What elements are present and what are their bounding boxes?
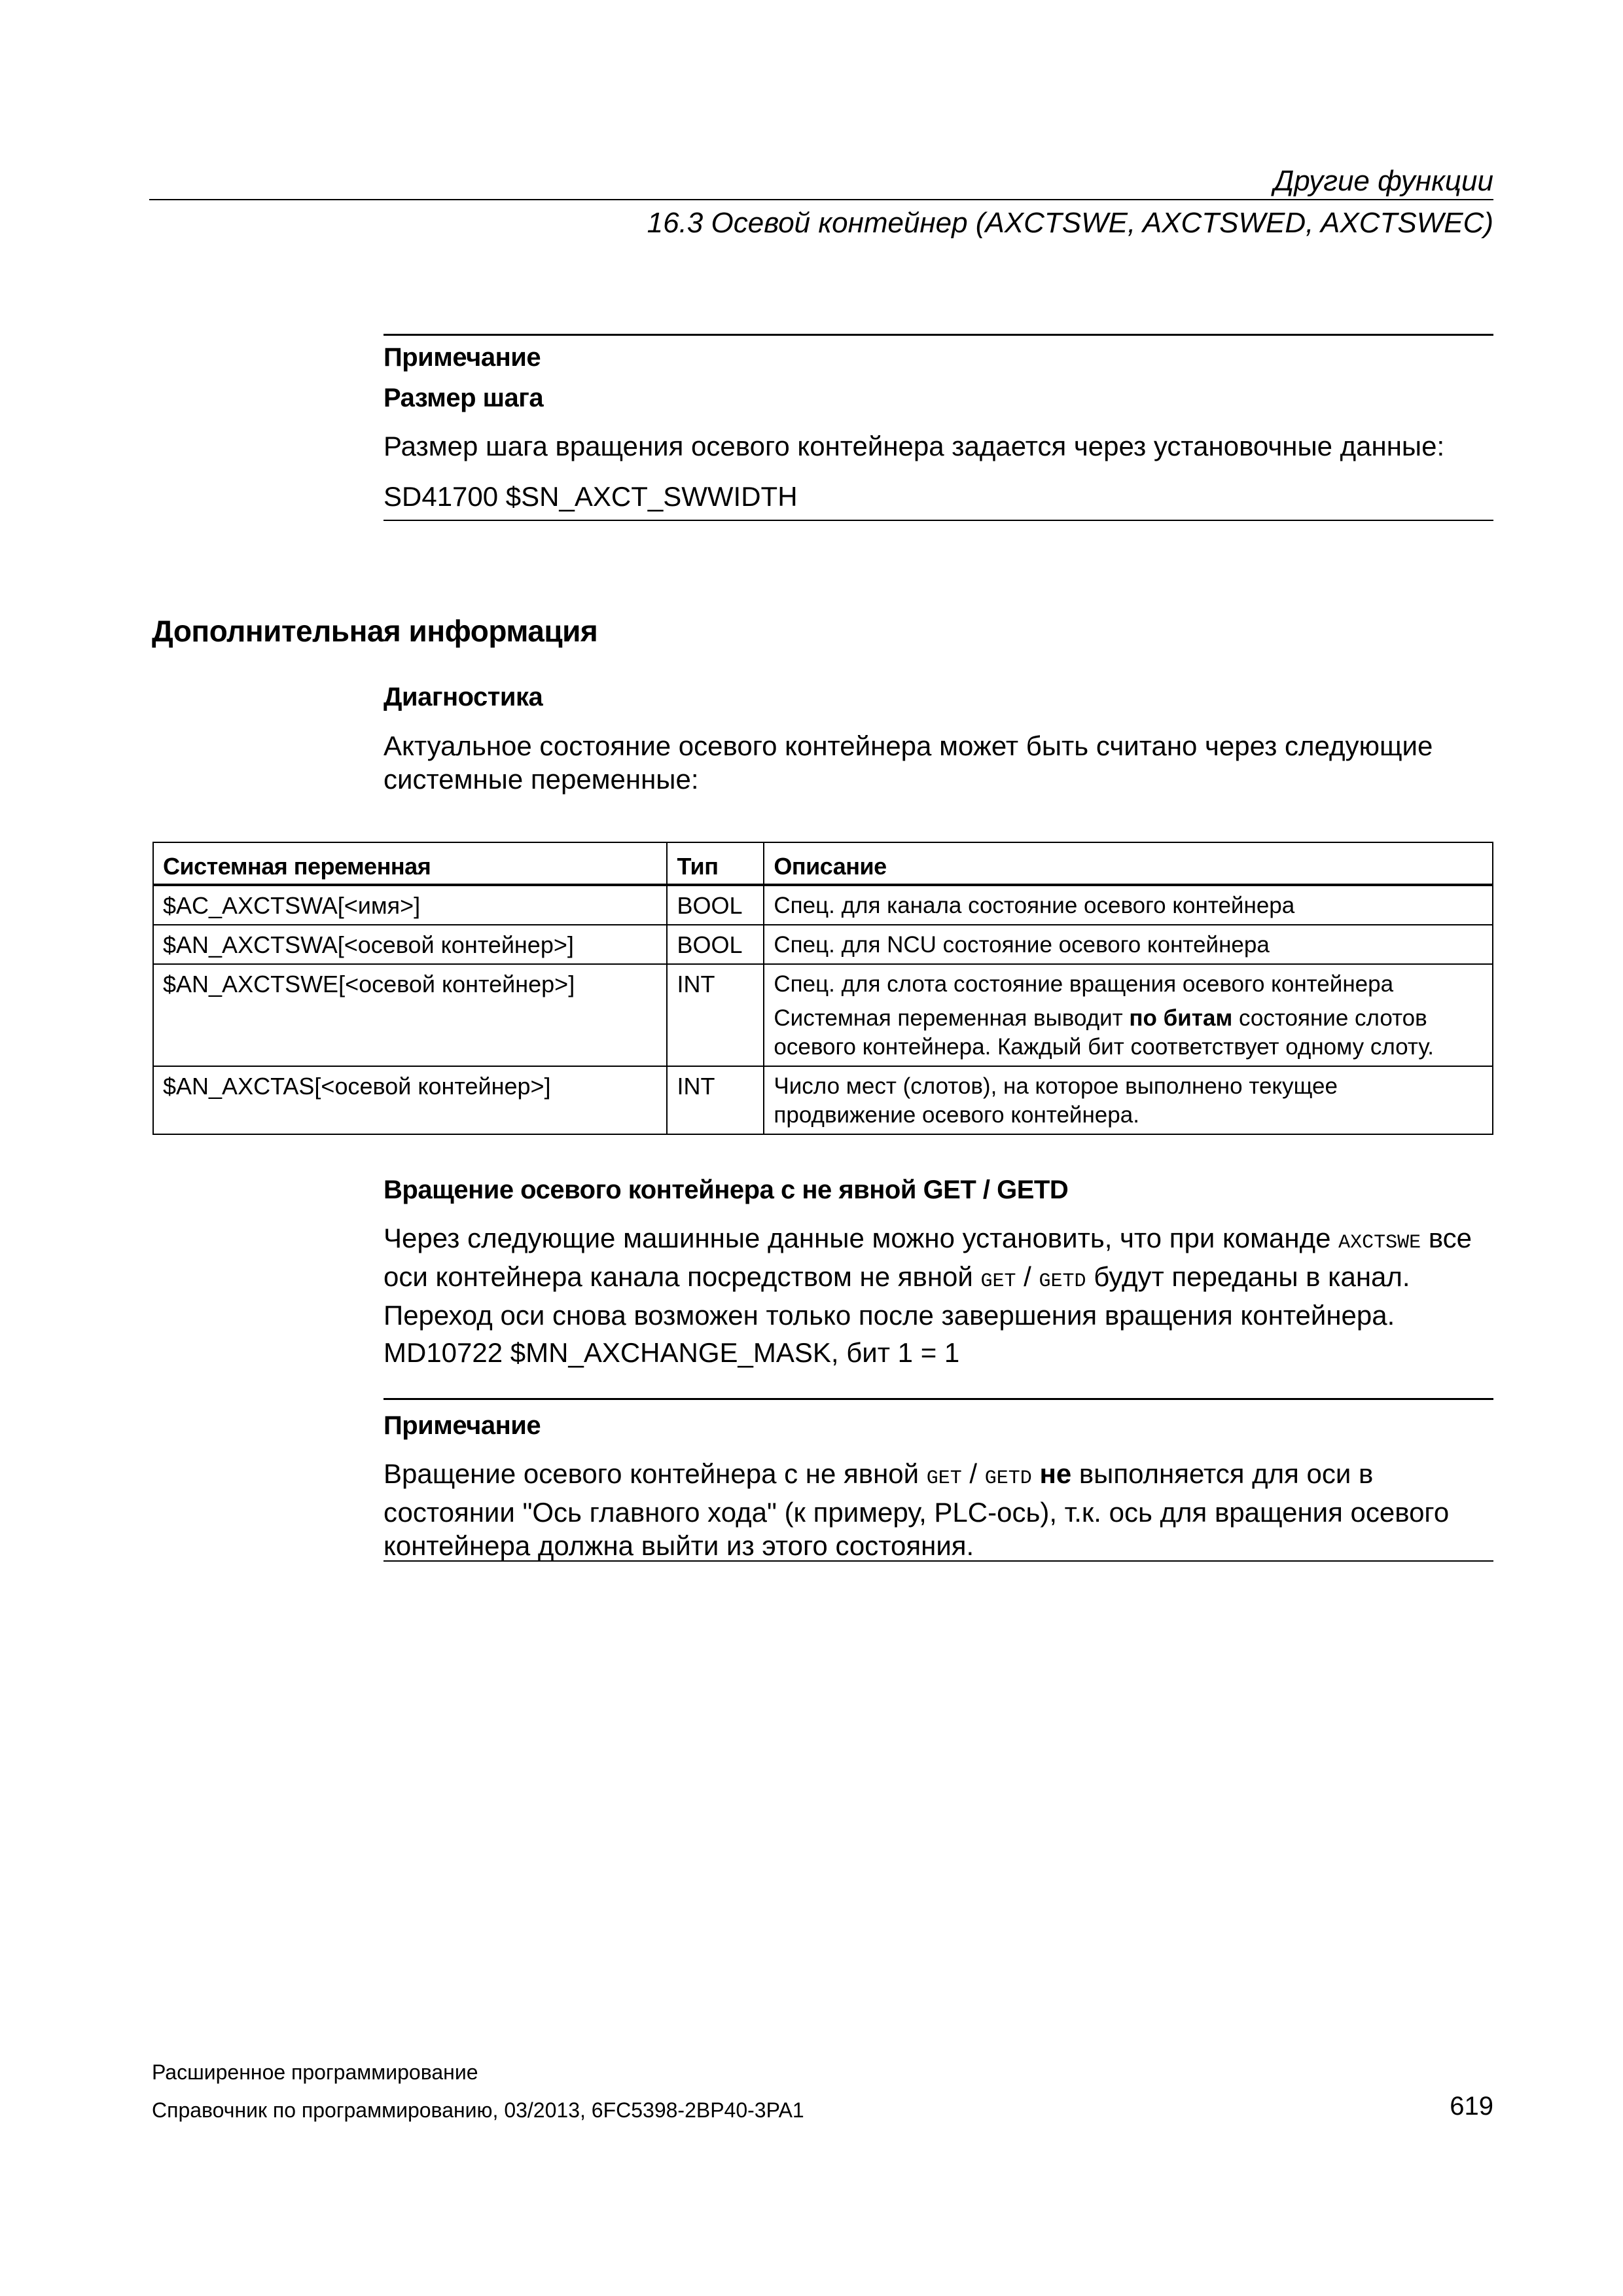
footer-title: Расширенное программирование bbox=[152, 2060, 478, 2084]
desc-bold-text: по битам bbox=[1129, 1005, 1233, 1031]
cell-description bbox=[764, 964, 1493, 1066]
keyword-axctswe: AXCTSWE bbox=[1338, 1232, 1421, 1254]
table-row bbox=[153, 1066, 1493, 1134]
table-row bbox=[153, 885, 1493, 925]
note-subtitle: Размер шага bbox=[383, 384, 544, 412]
table-header-type: Тип bbox=[667, 842, 764, 885]
description-line: Спец. для канала состояние осевого контейнера bbox=[774, 893, 1295, 918]
note-top-rule bbox=[383, 1398, 1493, 1400]
table-row bbox=[153, 925, 1493, 964]
table-header-variable: Системная переменная bbox=[153, 842, 667, 885]
running-header-chapter: Другие функции bbox=[1274, 165, 1493, 197]
note-setting-data: SD41700 $SN_AXCT_SWWIDTH bbox=[383, 481, 798, 512]
diagnostics-text: Актуальное состояние осевого контейнера может быть считано через следующие системные переменные: bbox=[383, 730, 1433, 795]
note-top-rule bbox=[383, 334, 1493, 336]
description-line: Спец. для слота состояние вращения осевого контейнера bbox=[774, 971, 1394, 997]
keyword-get: GET bbox=[926, 1467, 962, 1490]
cell-description bbox=[764, 885, 1493, 925]
table-row bbox=[153, 964, 1493, 1066]
cell-variable: $AC_AXCTSWA[<имя>] bbox=[153, 885, 667, 925]
text-run: / bbox=[961, 1458, 985, 1489]
subheading-rotation: Вращение осевого контейнера с не явной GET / GETD bbox=[383, 1175, 1069, 1204]
description-line bbox=[774, 1004, 1483, 1062]
desc-text: Системная переменная выводит bbox=[774, 1005, 1130, 1031]
text-run: Вращение осевого контейнера с не явной bbox=[383, 1458, 927, 1489]
text-run: выполняется для оси в состоянии "Ось главного хода" (к примеру, PLC-ось), т.к. ось для вращения осевого контейнера должна выйти из этого состояния. bbox=[383, 1458, 1450, 1561]
subheading-diagnostics: Диагностика bbox=[383, 683, 543, 711]
cell-type: BOOL bbox=[667, 885, 764, 925]
section-heading: Дополнительная информация bbox=[152, 614, 598, 648]
note-bottom-rule bbox=[383, 520, 1493, 521]
desc-text: состояние слотов осевого контейнера. Каждый бит соответствует одному слоту. bbox=[774, 1005, 1434, 1060]
cell-variable: $AN_AXCTSWE[<осевой контейнер>] bbox=[153, 964, 667, 1066]
footer-reference: Справочник по программированию, 03/2013, 6FC5398-2BP40-3PA1 bbox=[152, 2098, 804, 2122]
cell-description bbox=[764, 925, 1493, 964]
text-run: все оси контейнера канала посредством не явной bbox=[383, 1223, 1472, 1292]
description-line: Число мест (слотов), на которое выполнено текущее продвижение осевого контейнера. bbox=[774, 1073, 1338, 1128]
bold-text: не bbox=[1031, 1458, 1072, 1489]
machine-data-line: MD10722 $MN_AXCHANGE_MASK, бит 1 = 1 bbox=[383, 1337, 960, 1368]
note-label: Примечание bbox=[383, 1411, 541, 1440]
cell-type: BOOL bbox=[667, 925, 764, 964]
cell-type: INT bbox=[667, 1066, 764, 1134]
keyword-getd: GETD bbox=[984, 1467, 1032, 1490]
cell-type: INT bbox=[667, 964, 764, 1066]
running-header-section: 16.3 Осевой контейнер (AXCTSWE, AXCTSWED, AXCTSWEC) bbox=[647, 207, 1493, 239]
text-run: / bbox=[1016, 1261, 1039, 1292]
system-variables-table bbox=[152, 842, 1493, 1135]
note-text: Размер шага вращения осевого контейнера задается через установочные данные: bbox=[383, 431, 1445, 461]
table-header-description: Описание bbox=[764, 842, 1493, 885]
rotation-text bbox=[383, 1221, 1483, 1332]
note-text bbox=[383, 1457, 1489, 1562]
table-header-row bbox=[153, 842, 1493, 885]
cell-variable: $AN_AXCTAS[<осевой контейнер>] bbox=[153, 1066, 667, 1134]
description-line: Спец. для NCU состояние осевого контейнера bbox=[774, 932, 1270, 958]
cell-description bbox=[764, 1066, 1493, 1134]
keyword-getd: GETD bbox=[1039, 1270, 1086, 1293]
note-bottom-rule bbox=[383, 1560, 1493, 1562]
text-run: будут переданы в канал. Переход оси снова возможен только после завершения вращения контейнера. bbox=[383, 1261, 1410, 1331]
page-number: 619 bbox=[1450, 2092, 1493, 2121]
text-run: Через следующие машинные данные можно установить, что при команде bbox=[383, 1223, 1339, 1253]
note-label: Примечание bbox=[383, 343, 541, 372]
header-divider bbox=[149, 199, 1493, 200]
keyword-get: GET bbox=[980, 1270, 1016, 1293]
cell-variable: $AN_AXCTSWA[<осевой контейнер>] bbox=[153, 925, 667, 964]
